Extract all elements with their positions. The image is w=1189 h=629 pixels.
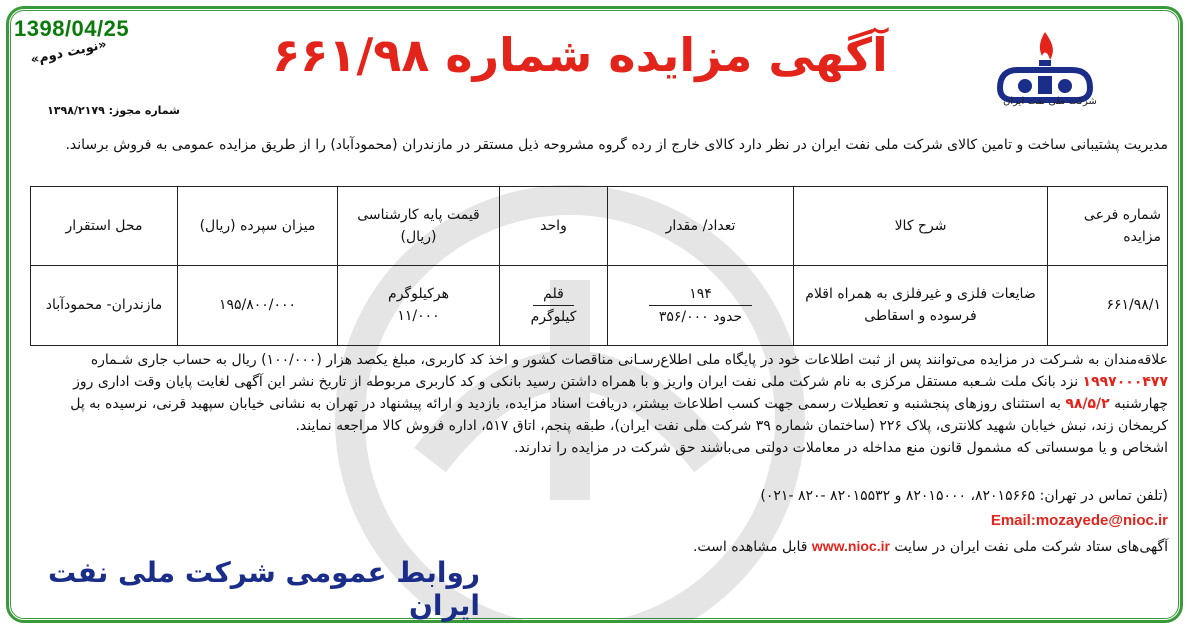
conditions-part-1: علاقه‌مندان به شـرکت در مزایده می‌توانند پس از ثبت اطلاعات خود در پایگاه ملی اطلاع‌رسـانی مناقصات کشور و اخذ کد کاربری، مبلغ یکصد هزار (۱۰۰/۰۰۰) ریال به حساب جاری شـماره: [90, 352, 1168, 368]
base-price-per: هرکیلوگرم: [388, 286, 449, 303]
conditions-part-3: به استثنای روزهای پنجشنبه و تعطیلات رسمی جهت کسب اطلاعات بیشتر، دریافت اسناد مزایده، بازدید و ارائه پیشنهاد در تهران به نشانی خیابان سپهبد قرنی، نرسیده به پل کریمخان زند، نبش خیابان شهید کلانتری، پلاک ۲۲۶ (ساختمان شماره ۳۹ شرکت ملی نفت ایران)، طبقه پنجم، اتاق ۵۱۷، اداره فروش کالا مراجعه نمایند.: [70, 396, 1168, 434]
round-badge: «نوبت دوم»: [25, 35, 112, 69]
website-line: [600, 538, 1168, 555]
contact-email[interactable]: Email:mozayede@nioc.ir: [990, 512, 1168, 529]
signature: روابط عمومی شرکت ملی نفت ایران: [47, 556, 480, 622]
table-header-row: [31, 187, 1168, 266]
cell-quantity: [608, 265, 794, 345]
deadline-date: ۹۸/۵/۲: [1065, 396, 1110, 412]
quantity-items: ۱۹۴: [649, 283, 752, 306]
website-link[interactable]: www.nioc.ir: [811, 538, 890, 554]
auction-title: آگهی مزایده شماره ۶۶۱/۹۸: [272, 28, 888, 82]
website-before: آگهی‌های ستاد شرکت ملی نفت ایران در سایت: [894, 539, 1168, 555]
publish-date: 1398/04/25: [14, 16, 130, 41]
cell-description: ضایعات فلزی و غیرفلزی به همراه اقلام فرسوده و اسقاطی: [794, 265, 1048, 345]
header-deposit: میزان سپرده (ریال): [178, 187, 338, 266]
header-unit: واحد: [500, 187, 608, 266]
account-number: ۱۹۹۷۰۰۰۴۷۷: [1082, 374, 1168, 390]
cell-location: مازندران- محمودآباد: [31, 265, 178, 345]
conditions-text: [28, 349, 1168, 459]
website-after: قابل مشاهده است.: [692, 539, 808, 555]
header-sub-number: شماره فرعی مزایده: [1048, 187, 1168, 266]
cell-deposit: ۱۹۵/۸۰۰/۰۰۰: [178, 265, 338, 345]
logo-caption: شرکت ملی نفت ایران: [1003, 96, 1097, 107]
header-location: محل استقرار: [31, 187, 178, 266]
exclusion-notice: اشخاص و یا موسساتی که مشمول قانون منع مداخله در معاملات دولتی می‌باشند حق شرکت در مزایده را ندارند.: [514, 440, 1168, 456]
intro-paragraph: مدیریت پشتیبانی ساخت و تامین کالای شرکت ملی نفت ایران در نظر دارد کالای خارج از رده گروه مشروحه ذیل مستقر در مازندران (محمودآباد) را از طریق مزایده عمومی به فروش برساند.: [65, 137, 1168, 153]
permit-number: شماره مجوز: ۱۳۹۸/۲۱۷۹: [47, 104, 180, 117]
cell-sub-number: ۶۶۱/۹۸/۱: [1048, 265, 1168, 345]
cell-base-price: [338, 265, 500, 345]
unit-weight: کیلوگرم: [530, 308, 577, 325]
quantity-weight: حدود ۳۵۶/۰۰۰: [658, 308, 743, 325]
cell-unit: [500, 265, 608, 345]
contact-phones: (تلفن تماس در تهران: ۸۲۰۱۵۶۶۵، ۸۲۰۱۵۰۰۰ و ۸۲۰۱۵۵۳۲ -۸۲۰ -۰۲۱): [760, 488, 1168, 504]
table-row: [31, 265, 1168, 345]
auction-items-table: [30, 186, 1168, 346]
conditions-part-2: نزد بانک ملت شـعبه مستقل مرکزی به نام شرکت ملی نفت ایران واریز و با همراه داشتن رسید بانکی و کد کاربری مربوطه از تاریخ نشر این آگهی لغایت پایان وقت اداری روز چهارشنبه: [73, 374, 1168, 412]
base-price-value: ۱۱/۰۰۰: [397, 308, 440, 325]
header-description: شرح کالا: [794, 187, 1048, 266]
unit-items: قلم: [533, 283, 574, 306]
header-quantity: تعداد/ مقدار: [608, 187, 794, 266]
header-base-price: قیمت پایه کارشناسی (ریال): [338, 187, 500, 266]
